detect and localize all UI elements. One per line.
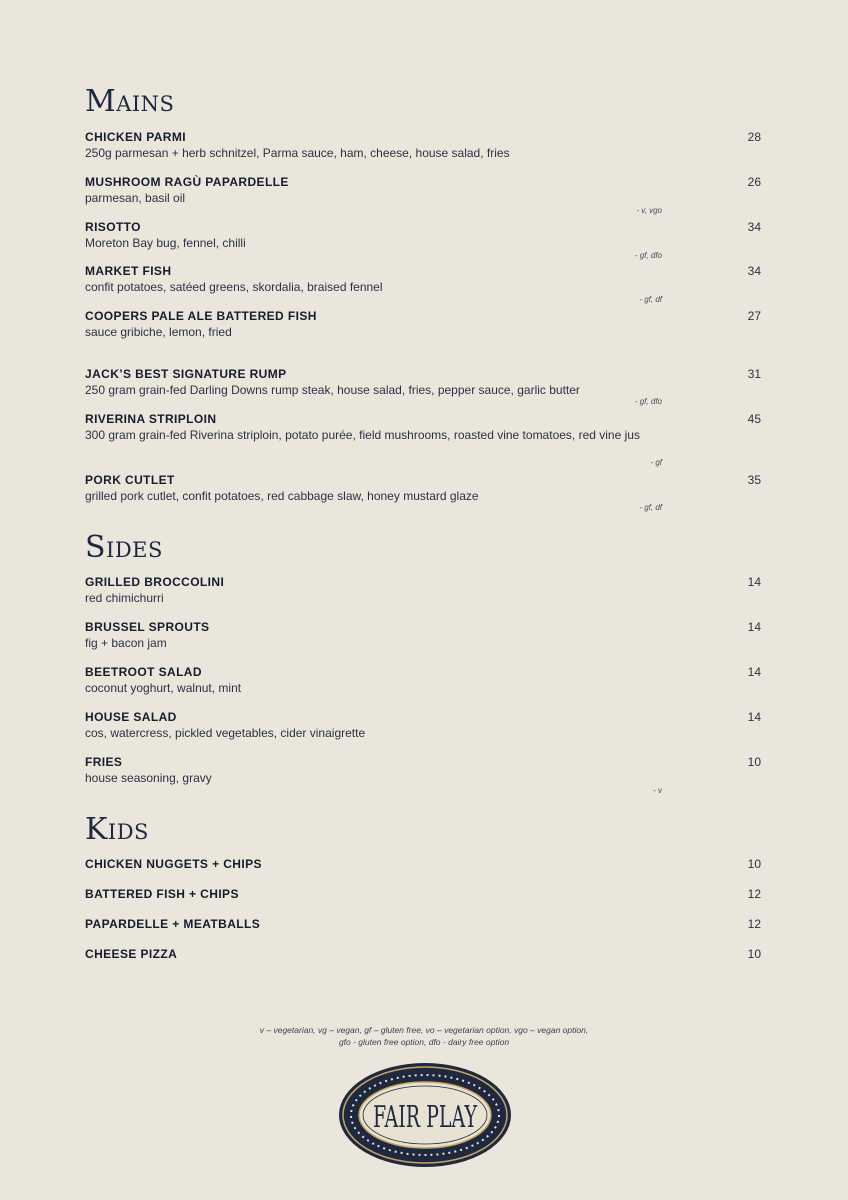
item-description: house seasoning, gravy <box>85 771 212 785</box>
item-name: BEETROOT SALAD <box>85 665 202 679</box>
item-price: 12 <box>747 887 761 901</box>
menu-item <box>85 574 761 606</box>
item-name: FRIES <box>85 755 123 769</box>
item-price: 35 <box>747 473 761 487</box>
legend-line-2: gfo - gluten free option, dfo - dairy free option <box>338 1037 510 1047</box>
item-price: 31 <box>747 367 761 381</box>
item-name: JACK’S BEST SIGNATURE RUMP <box>85 367 287 381</box>
item-description: sauce gribiche, lemon, fried <box>85 325 232 339</box>
dietary-note: - v <box>653 786 662 795</box>
item-price: 10 <box>747 947 761 961</box>
menu-item <box>85 619 761 651</box>
item-price: 14 <box>747 575 761 589</box>
item-name: BRUSSEL SPROUTS <box>85 620 210 634</box>
dietary-note: - gf, df <box>639 295 662 304</box>
item-name: CHEESE PIZZA <box>85 947 178 961</box>
fair-play-logo <box>337 1061 513 1169</box>
item-price: 28 <box>747 130 761 144</box>
item-name: MUSHROOM RAGÙ PAPARDELLE <box>85 175 289 189</box>
menu-item <box>85 219 761 260</box>
item-name: PAPARDELLE + MEATBALLS <box>85 917 261 931</box>
item-price: 12 <box>747 917 761 931</box>
mains-heading: Mains <box>85 84 175 119</box>
item-price: 14 <box>747 620 761 634</box>
item-description: cos, watercress, pickled vegetables, cider vinaigrette <box>85 726 366 740</box>
item-price: 45 <box>747 412 761 426</box>
legend-line-1: v – vegetarian, vg – vegan, gf – gluten free, vo – vegetarian option, vgo – vegan option, <box>259 1025 589 1035</box>
item-description: 300 gram grain-fed Riverina striploin, potato purée, field mushrooms, roasted vine tomatoes, red vine jus <box>85 428 640 442</box>
logo-text: FAIR PLAY <box>373 1100 478 1135</box>
item-name: GRILLED BROCCOLINI <box>85 575 225 589</box>
item-name: HOUSE SALAD <box>85 710 177 724</box>
item-name: MARKET FISH <box>85 264 172 278</box>
item-price: 14 <box>747 665 761 679</box>
item-name: CHICKEN PARMI <box>85 130 186 144</box>
item-description: Moreton Bay bug, fennel, chilli <box>85 236 246 250</box>
sides-heading: Sides <box>85 530 163 565</box>
dietary-note: - gf, df <box>639 503 662 512</box>
item-price: 26 <box>747 175 761 189</box>
menu-item <box>85 946 761 962</box>
dietary-note: - gf, dfo <box>634 397 662 406</box>
item-description: 250g parmesan + herb schnitzel, Parma sauce, ham, cheese, house salad, fries <box>85 146 510 160</box>
dietary-note: - gf <box>650 458 662 467</box>
menu-item <box>85 664 761 696</box>
item-description: fig + bacon jam <box>85 636 167 650</box>
menu-item <box>85 916 761 932</box>
item-price: 34 <box>747 220 761 234</box>
item-price: 10 <box>747 755 761 769</box>
menu-item <box>85 174 761 215</box>
kids-heading: Kids <box>85 812 149 847</box>
menu-item <box>85 856 761 872</box>
item-description: red chimichurri <box>85 591 164 605</box>
item-name: CHICKEN NUGGETS + CHIPS <box>85 857 262 871</box>
item-name: RISOTTO <box>85 220 141 234</box>
item-description: coconut yoghurt, walnut, mint <box>85 681 242 695</box>
item-description: 250 gram grain-fed Darling Downs rump steak, house salad, fries, pepper sauce, garlic butter <box>85 383 580 397</box>
dietary-note: - v, vgo <box>636 206 662 215</box>
dietary-note: - gf, dfo <box>634 251 662 260</box>
item-price: 10 <box>747 857 761 871</box>
item-price: 27 <box>747 309 761 323</box>
menu-item <box>85 886 761 902</box>
item-name: RIVERINA STRIPLOIN <box>85 412 217 426</box>
item-description: grilled pork cutlet, confit potatoes, red cabbage slaw, honey mustard glaze <box>85 489 479 503</box>
dietary-legend <box>0 1024 848 1048</box>
menu-item <box>85 754 761 795</box>
menu-item <box>85 129 761 161</box>
menu-item <box>85 263 761 304</box>
menu-item <box>85 472 761 512</box>
item-description: confit potatoes, satéed greens, skordalia, braised fennel <box>85 280 383 294</box>
menu-item <box>85 709 761 741</box>
menu-item <box>85 308 761 340</box>
menu-item <box>85 411 761 467</box>
menu-item <box>85 366 761 406</box>
item-name: BATTERED FISH + CHIPS <box>85 887 239 901</box>
item-name: PORK CUTLET <box>85 473 175 487</box>
item-price: 34 <box>747 264 761 278</box>
item-name: COOPERS PALE ALE BATTERED FISH <box>85 309 317 323</box>
item-description: parmesan, basil oil <box>85 191 186 205</box>
item-price: 14 <box>747 710 761 724</box>
